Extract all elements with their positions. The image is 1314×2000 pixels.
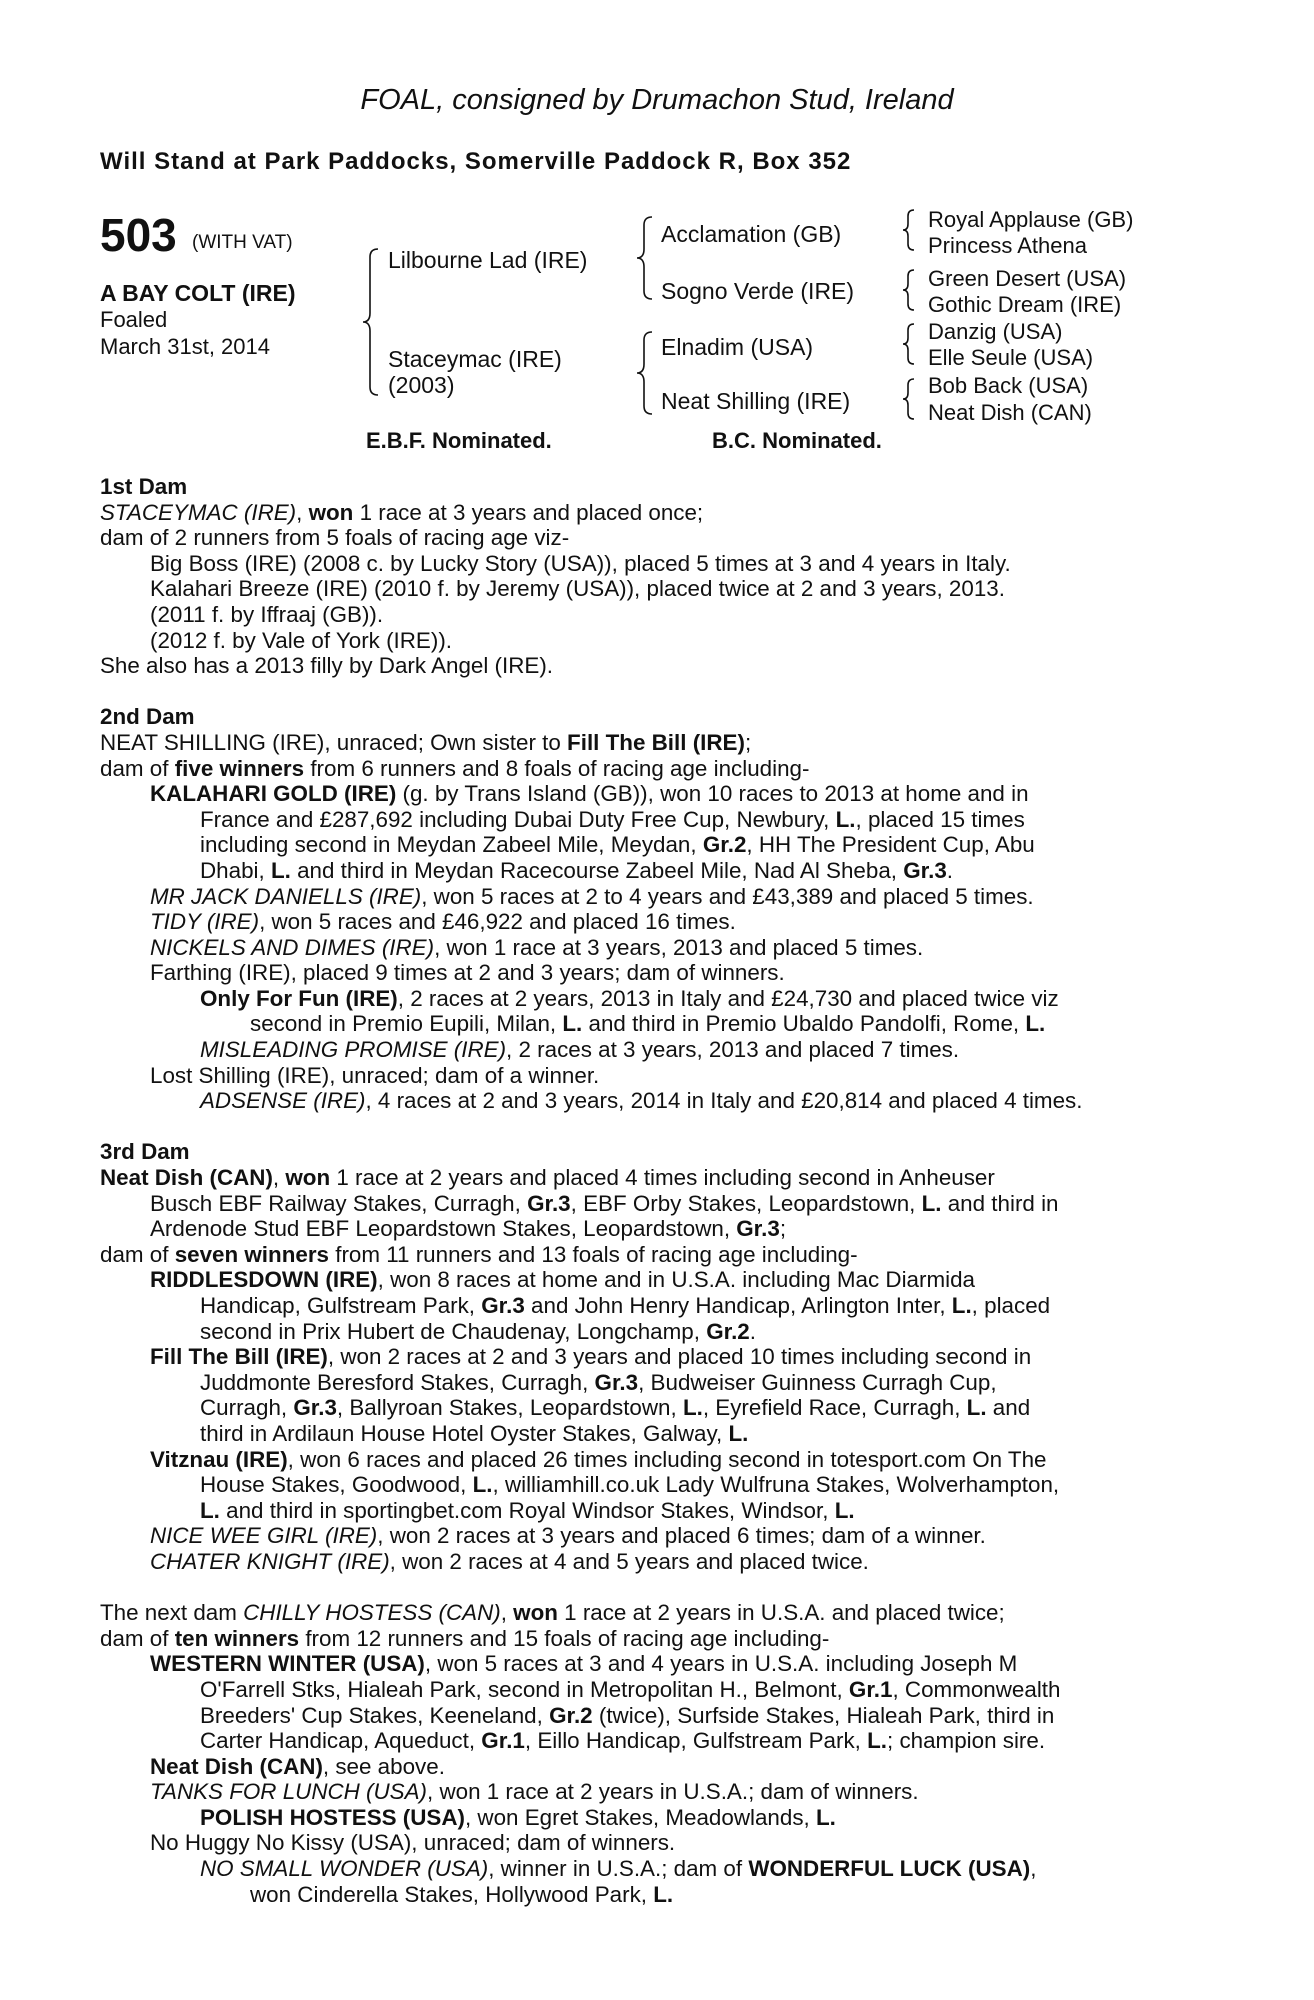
text-run: , 2 races at 3 years, 2013 and placed 7 times. (506, 1037, 960, 1063)
text-line (100, 1651, 1220, 1677)
text-run: ADSENSE (IRE) (200, 1088, 366, 1114)
text-line (100, 1626, 1220, 1652)
text-run: from 6 runners and 8 foals of racing age including- (304, 755, 810, 781)
spacer (100, 1575, 1220, 1601)
text-line (100, 1216, 1220, 1242)
pedigree-ggp: Green Desert (USA) (928, 266, 1127, 291)
text-line (100, 858, 1220, 884)
pedigree-sire-dam: Sogno Verde (IRE) (661, 278, 855, 304)
text-run: dam of (100, 1241, 175, 1267)
text-line (100, 807, 1220, 833)
text-run: Carter Handicap, Aqueduct, (200, 1728, 482, 1754)
text-run: L. (834, 1497, 855, 1523)
page-title: FOAL, consigned by Drumachon Stud, Ireland (360, 84, 954, 116)
ebf-nominated: E.B.F. Nominated. (366, 428, 552, 453)
text-run: Gr.3 (594, 1369, 639, 1395)
text-line (100, 1523, 1220, 1549)
text-run: , won 5 races and £46,922 and placed 16 times. (259, 909, 736, 935)
text-line (100, 832, 1220, 858)
text-line (100, 1191, 1220, 1217)
text-run: MISLEADING PROMISE (IRE) (200, 1037, 507, 1063)
text-run: NO SMALL WONDER (USA) (200, 1856, 489, 1882)
text-run: Big Boss (IRE) (2008 c. by Lucky Story (USA)), placed 5 times at 3 and 4 years in Italy. (150, 550, 1011, 576)
text-run: ; (744, 729, 752, 755)
text-line (100, 500, 1220, 526)
text-line (100, 1498, 1220, 1524)
text-run: and third in (941, 1190, 1059, 1216)
text-line (100, 1447, 1220, 1473)
text-run: L. (966, 1395, 987, 1421)
text-run: , placed 15 times (855, 806, 1025, 832)
catalogue-body (100, 474, 1220, 1907)
text-run: , won 5 races at 2 to 4 years and £43,389 and placed 5 times. (421, 883, 1034, 909)
text-run: , placed (971, 1293, 1051, 1318)
text-run: , Eyrefield Race, Curragh, (702, 1395, 967, 1421)
text-run: Busch EBF Railway Stakes, Curragh, (150, 1190, 528, 1216)
text-run: Fill The Bill (IRE) (567, 729, 745, 755)
foaled-date: March 31st, 2014 (100, 334, 270, 359)
text-line (100, 1779, 1220, 1805)
text-run: L. (815, 1804, 836, 1830)
pedigree-dam: Staceymac (IRE) (388, 346, 562, 372)
text-run: Neat Dish (CAN) (150, 1753, 323, 1779)
text-line (100, 1063, 1220, 1089)
text-line (100, 525, 1220, 551)
text-run: and (986, 1395, 1031, 1421)
text-run: Gr.1 (481, 1728, 525, 1754)
text-run: , (272, 1165, 286, 1191)
text-run: , won 5 races at 3 and 4 years in U.S.A. including Joseph M (424, 1651, 1018, 1677)
text-run: Dhabi, (200, 857, 271, 883)
text-run: 1 race at 3 years and placed once; (353, 499, 704, 525)
text-run: won Cinderella Stakes, Hollywood Park, (250, 1881, 654, 1907)
text-run: , won 6 races and placed 26 times including second in totesport.com On The (287, 1446, 1047, 1472)
text-run: seven winners (174, 1241, 330, 1267)
text-run: House Stakes, Goodwood, (200, 1472, 473, 1498)
text-run: Farthing (IRE), placed 9 times at 2 and 3 years; dam of winners. (150, 960, 785, 986)
text-run: , won 2 races at 2 and 3 years and placed 10 times including second in (327, 1344, 1032, 1370)
text-run: , (500, 1600, 514, 1626)
text-run: , 2 races at 2 years, 2013 in Italy and £24,730 and placed twice viz (397, 985, 1059, 1011)
pedigree-ggp: Bob Back (USA) (928, 373, 1089, 398)
text-run: , williamhill.co.uk Lady Wulfruna Stakes, Wolverhampton, (492, 1472, 1060, 1498)
text-run: , Budweiser Guinness Curragh Cup, (638, 1369, 997, 1395)
text-line (100, 1421, 1220, 1447)
text-run: , Commonwealth (892, 1676, 1061, 1702)
text-run: , won 2 races at 4 and 5 years and placed twice. (389, 1548, 869, 1574)
text-run: Curragh, (200, 1395, 294, 1421)
text-line (100, 1882, 1220, 1908)
text-run: Lost Shilling (IRE), unraced; dam of a winner. (150, 1062, 600, 1088)
text-run: MR JACK DANIELLS (IRE) (150, 883, 422, 909)
pedigree-dam-sire: Elnadim (USA) (661, 334, 814, 360)
text-run: Fill The Bill (IRE) (150, 1344, 328, 1370)
text-line (100, 602, 1220, 628)
text-run: , won Egret Stakes, Meadowlands, (464, 1804, 816, 1830)
pedigree-bracket-ggp-4 (902, 377, 920, 421)
text-run: and third in Premio Ubaldo Pandolfi, Rome, (582, 1011, 1026, 1037)
pedigree-dam-year: (2003) (388, 372, 455, 398)
pedigree-bracket-sire (636, 215, 660, 301)
text-run: France and £287,692 including Dubai Duty Free Cup, Newbury, (200, 806, 836, 832)
pedigree-bracket-ggp-3 (902, 322, 920, 366)
text-run: Gr.3 (903, 857, 947, 883)
pedigree-sire-sire-name: Acclamation (GB) (661, 221, 842, 247)
text-line (100, 1344, 1220, 1370)
text-run: third in Ardilaun House Hotel Oyster Stakes, Galway, (200, 1420, 729, 1446)
text-line (100, 1165, 1220, 1191)
foaled-label: Foaled (100, 307, 168, 332)
text-run: NEAT SHILLING (IRE), unraced; Own sister to (100, 729, 568, 755)
text-line (100, 1267, 1220, 1293)
text-run: , winner in U.S.A.; dam of (488, 1856, 749, 1882)
text-line (100, 1395, 1220, 1421)
text-run: POLISH HOSTESS (USA) (200, 1804, 465, 1830)
text-run: , (296, 499, 309, 525)
text-run: L. (867, 1728, 887, 1754)
text-run: Ardenode Stud EBF Leopardstown Stakes, Leopardstown, (150, 1216, 737, 1242)
text-run: Breeders' Cup Stakes, Keeneland, (200, 1702, 550, 1728)
text-run: . (946, 857, 954, 883)
text-line (100, 1830, 1220, 1856)
text-run: second in Prix Hubert de Chaudenay, Longchamp, (200, 1318, 707, 1344)
text-run: ; champion sire. (887, 1728, 1046, 1754)
text-run: Gr.1 (848, 1676, 893, 1702)
text-line (100, 628, 1220, 654)
text-run: 1st Dam (100, 474, 188, 499)
pedigree-ggp: Gothic Dream (IRE) (928, 292, 1122, 317)
text-run: RIDDLESDOWN (IRE) (150, 1267, 378, 1293)
text-run: L. (728, 1420, 749, 1446)
text-run: CHILLY HOSTESS (CAN) (243, 1600, 501, 1626)
pedigree-ggp: Danzig (USA) (928, 319, 1063, 344)
text-line (100, 1703, 1220, 1729)
text-run: won (285, 1165, 331, 1191)
spacer (100, 1114, 1220, 1140)
text-run: , won 1 race at 3 years, 2013 and placed 5 times. (434, 934, 924, 960)
text-run: L. (1025, 1011, 1046, 1037)
text-run: and John Henry Handicap, Arlington Inter, (524, 1293, 952, 1318)
text-run: and third in sportingbet.com Royal Windsor Stakes, Windsor, (219, 1497, 835, 1523)
text-line (100, 653, 1220, 679)
text-line (100, 1549, 1220, 1575)
pedigree-ggp: Neat Dish (CAN) (928, 400, 1092, 425)
text-run: L. (200, 1497, 220, 1523)
text-run: She also has a 2013 filly by Dark Angel (IRE). (100, 653, 554, 679)
text-line (100, 1472, 1220, 1498)
text-run: dam of (100, 1625, 175, 1651)
text-run: Gr.3 (736, 1216, 780, 1242)
text-line (100, 1242, 1220, 1268)
text-run: NICKELS AND DIMES (IRE) (150, 934, 435, 960)
text-line (100, 909, 1220, 935)
text-run: Gr.2 (706, 1318, 750, 1344)
text-run: No Huggy No Kissy (USA), unraced; dam of winners. (150, 1830, 676, 1856)
text-run: ; (779, 1216, 787, 1242)
text-run: , 4 races at 2 and 3 years, 2014 in Italy and £20,814 and placed 4 times. (365, 1088, 1083, 1114)
text-line (100, 756, 1220, 782)
text-run: NICE WEE GIRL (IRE) (150, 1523, 378, 1549)
pedigree-bracket-main (362, 247, 386, 397)
stand-location: Will Stand at Park Paddocks, Somerville Paddock R, Box 352 (100, 148, 852, 175)
text-run: L. (270, 857, 291, 883)
text-run: , (1030, 1856, 1037, 1882)
pedigree-bracket-ggp-2 (902, 268, 920, 312)
text-run: from 12 runners and 15 foals of racing age including- (299, 1625, 830, 1651)
section-heading (100, 474, 1220, 500)
text-run: won (513, 1600, 558, 1626)
text-run: , EBF Orby Stakes, Leopardstown, (570, 1190, 922, 1216)
text-run: (2011 f. by Iffraaj (GB)). (150, 601, 384, 627)
text-run: 1 race at 2 years in U.S.A. and placed twice; (557, 1600, 1005, 1626)
lot-number: 503 (100, 209, 177, 261)
text-run: The next dam (100, 1600, 244, 1626)
pedigree-bracket-dam (636, 330, 660, 416)
text-line (100, 781, 1220, 807)
text-run: (twice), Surfside Stakes, Hialeah Park, third in (592, 1702, 1055, 1728)
text-run: STACEYMAC (IRE) (100, 499, 297, 525)
text-run: won (308, 499, 354, 525)
text-line (100, 1319, 1220, 1345)
text-line (100, 1677, 1220, 1703)
text-line (100, 1037, 1220, 1063)
text-run: Gr.3 (481, 1293, 525, 1318)
bc-nominated: B.C. Nominated. (712, 428, 882, 453)
text-line (100, 1370, 1220, 1396)
text-line (100, 1754, 1220, 1780)
text-run: Kalahari Breeze (IRE) (2010 f. by Jeremy (USA)), placed twice at 2 and 3 years, 2013. (150, 576, 1005, 602)
section-heading (100, 704, 1220, 730)
text-run: TANKS FOR LUNCH (USA) (150, 1779, 427, 1805)
text-run: , see above. (322, 1753, 445, 1779)
text-run: L. (682, 1395, 703, 1421)
text-line (100, 1856, 1220, 1882)
text-line (100, 1600, 1220, 1626)
text-run: . (749, 1318, 756, 1344)
pedigree-ggp: Elle Seule (USA) (928, 345, 1094, 370)
vat-note: (WITH VAT) (192, 232, 293, 253)
pedigree-bracket-ggp-1 (902, 208, 920, 252)
text-run: Juddmonte Beresford Stakes, Curragh, (200, 1369, 595, 1395)
text-run: ten winners (174, 1625, 300, 1651)
text-run: Vitznau (IRE) (150, 1446, 288, 1472)
text-run: CHATER KNIGHT (IRE) (150, 1548, 390, 1574)
text-run: L. (835, 806, 856, 832)
section-heading (100, 1139, 1220, 1165)
text-run: five winners (174, 755, 305, 781)
pedigree-ggp: Royal Applause (GB) (928, 207, 1134, 232)
text-run: L. (562, 1011, 583, 1037)
text-run: second in Premio Eupili, Milan, (250, 1011, 563, 1037)
text-line (100, 1088, 1220, 1114)
text-line (100, 551, 1220, 577)
text-run: dam of 2 runners from 5 foals of racing age viz- (100, 525, 570, 551)
text-run: , won 2 races at 3 years and placed 6 times; dam of a winner. (377, 1523, 986, 1549)
text-run: L. (951, 1293, 972, 1318)
text-line (100, 935, 1220, 961)
text-run: , Ballyroan Stakes, Leopardstown, (336, 1395, 683, 1421)
text-line (100, 986, 1220, 1012)
text-run: WONDERFUL LUCK (USA) (748, 1856, 1031, 1882)
text-run: from 11 runners and 13 foals of racing age including- (329, 1241, 858, 1267)
text-run: TIDY (IRE) (150, 909, 260, 935)
text-run: (g. by Trans Island (GB)), won 10 races to 2013 at home and in (396, 781, 1029, 807)
text-run: Gr.2 (549, 1702, 593, 1728)
text-run: including second in Meydan Zabeel Mile, Meydan, (200, 832, 703, 858)
spacer (100, 679, 1220, 705)
text-run: WESTERN WINTER (USA) (150, 1651, 425, 1677)
text-run: Gr.3 (293, 1395, 337, 1421)
text-run: L. (472, 1472, 493, 1498)
text-run: 1 race at 2 years and placed 4 times including second in Anheuser (330, 1165, 995, 1191)
text-run: L. (653, 1881, 674, 1907)
text-run: , won 1 race at 2 years in U.S.A.; dam of winners. (427, 1779, 919, 1805)
text-run: Gr.3 (527, 1190, 571, 1216)
text-run: 2nd Dam (100, 704, 195, 730)
text-line (100, 1728, 1220, 1754)
text-run: , HH The President Cup, Abu (746, 832, 1035, 858)
text-run: KALAHARI GOLD (IRE) (150, 781, 397, 807)
text-run: Handicap, Gulfstream Park, (200, 1293, 482, 1318)
text-run: , Eillo Handicap, Gulfstream Park, (524, 1728, 868, 1754)
text-line (100, 576, 1220, 602)
text-line (100, 960, 1220, 986)
text-run: , won 8 races at home and in U.S.A. including Mac Diarmida (377, 1267, 975, 1293)
text-run: 3rd Dam (100, 1139, 190, 1165)
text-run: L. (921, 1190, 942, 1216)
pedigree-sire: Lilbourne Lad (IRE) (388, 247, 588, 273)
text-run: (2012 f. by Vale of York (IRE)). (150, 627, 452, 653)
lot-description: A BAY COLT (IRE) (100, 280, 296, 306)
text-run: dam of (100, 755, 175, 781)
pedigree-ggp: Princess Athena (928, 233, 1087, 258)
pedigree-dam-dam: Neat Shilling (IRE) (661, 388, 851, 414)
text-run: Only For Fun (IRE) (200, 985, 398, 1011)
text-run: and third in Meydan Racecourse Zabeel Mile, Nad Al Sheba, (290, 857, 904, 883)
text-line (100, 1293, 1220, 1319)
text-line (100, 884, 1220, 910)
text-run: Neat Dish (CAN) (100, 1165, 273, 1191)
text-run: Gr.2 (702, 832, 747, 858)
text-line (100, 1805, 1220, 1831)
text-line (100, 730, 1220, 756)
text-run: O'Farrell Stks, Hialeah Park, second in Metropolitan H., Belmont, (200, 1676, 849, 1702)
text-line (100, 1011, 1220, 1037)
